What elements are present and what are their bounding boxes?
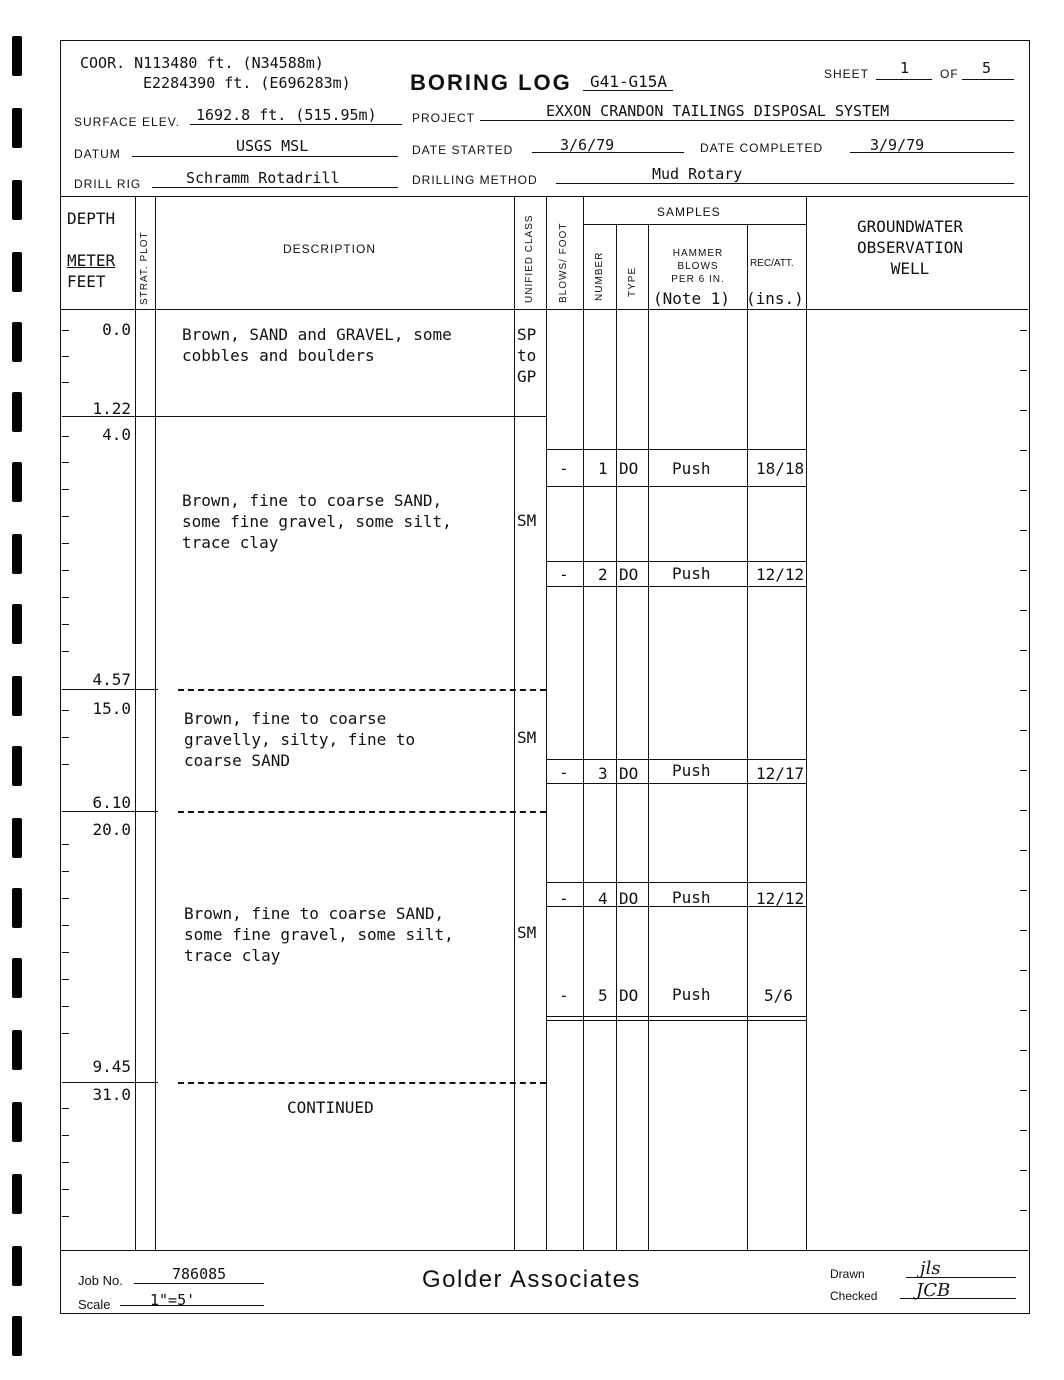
description-header: DESCRIPTION xyxy=(283,242,377,256)
strat-plot-header: STRAT. PLOT xyxy=(139,231,150,305)
depth-3-meter: 6.10 xyxy=(92,793,131,812)
sample-1-rec: 18/18 xyxy=(756,459,805,478)
surface-elevation: 1692.8 ft. (515.95m) xyxy=(196,106,377,124)
depth-2-feet: 15.0 xyxy=(92,699,131,718)
sample-3-type: DO xyxy=(619,764,639,783)
sample-2-hammer: Push xyxy=(672,564,711,583)
drilling-method: Mud Rotary xyxy=(652,165,743,183)
feet-header: FEET xyxy=(67,272,106,291)
depth-0-feet: 0.0 xyxy=(102,320,131,339)
sample-4-blows: - xyxy=(559,889,569,908)
scale-label: Scale xyxy=(78,1297,111,1312)
stratum-1-class: SP to GP xyxy=(517,325,537,386)
sheet-total: 5 xyxy=(982,59,992,77)
drawn-label: Drawn xyxy=(830,1267,865,1281)
job-number-label: Job No. xyxy=(78,1273,123,1288)
sample-1-type: DO xyxy=(619,459,639,478)
sample-3-rec: 12/17 xyxy=(756,764,805,783)
stratum-1-description: Brown, SAND and GRAVEL, some cobbles and boulders xyxy=(182,325,452,365)
number-header: NUMBER xyxy=(594,251,605,301)
stratum-2-description: Brown, fine to coarse SAND, some fine gravel, some silt, trace clay xyxy=(182,491,452,552)
drilling-method-label: DRILLING METHOD xyxy=(412,173,538,187)
drill-rig: Schramm Rotadrill xyxy=(186,169,340,187)
stratum-4-class: SM xyxy=(517,923,537,942)
stratum-3-class: SM xyxy=(517,728,537,747)
stratum-3-description: Brown, fine to coarse gravelly, silty, fine to coarse SAND xyxy=(184,709,416,770)
depth-2-meter: 4.57 xyxy=(92,670,131,689)
project-label: PROJECT xyxy=(412,111,476,125)
depth-header: DEPTH xyxy=(67,209,116,228)
depth-4-meter: 9.45 xyxy=(92,1057,131,1076)
date-started-label: DATE STARTED xyxy=(412,143,514,157)
sample-2-type: DO xyxy=(619,565,639,584)
groundwater-header: GROUNDWATER OBSERVATION WELL xyxy=(857,217,963,278)
sample-3-blows: - xyxy=(559,763,569,782)
sample-5-blows: - xyxy=(559,986,569,1005)
sample-3-number: 3 xyxy=(598,764,608,783)
samples-header: SAMPLES xyxy=(657,205,721,219)
drawn-initials: jls xyxy=(920,1258,941,1279)
date-completed-label: DATE COMPLETED xyxy=(700,141,824,155)
job-number: 786085 xyxy=(172,1265,227,1283)
sample-2-blows: - xyxy=(559,565,569,584)
sheet-label: SHEET xyxy=(824,67,870,81)
sample-2-number: 2 xyxy=(598,565,608,584)
coordinates-north: COOR. N113480 ft. (N34588m) xyxy=(80,54,324,72)
sample-1-hammer: Push xyxy=(672,459,711,478)
blows-foot-header: BLOWS/ FOOT xyxy=(558,222,569,303)
surface-elev-label: SURFACE ELEV. xyxy=(74,115,180,129)
sample-1-blows: - xyxy=(559,459,569,478)
datum-label: DATUM xyxy=(74,147,121,161)
rec-att-header: REC/ATT. xyxy=(750,258,794,269)
sample-5-type: DO xyxy=(619,986,639,1005)
project-name: EXXON CRANDON TAILINGS DISPOSAL SYSTEM xyxy=(546,102,890,120)
sample-5-number: 5 xyxy=(598,986,608,1005)
stratum-4-description: Brown, fine to coarse SAND, some fine gravel, some silt, trace clay xyxy=(184,904,454,965)
ins-header: (ins.) xyxy=(746,289,804,308)
checked-initials: JCB xyxy=(916,1280,951,1301)
hammer-blows-header: HAMMER BLOWS PER 6 IN. xyxy=(671,248,725,285)
boring-id: G41-G15A xyxy=(590,72,668,91)
form-title: BORING LOG xyxy=(410,70,572,95)
sheet-number: 1 xyxy=(900,59,910,77)
stratum-2-class: SM xyxy=(517,511,537,530)
company-name: Golder Associates xyxy=(422,1266,641,1293)
sample-2-rec: 12/12 xyxy=(756,565,805,584)
sample-5-rec: 5/6 xyxy=(764,986,793,1005)
continued-note: CONTINUED xyxy=(287,1098,374,1117)
sample-3-hammer: Push xyxy=(672,761,711,780)
depth-1-meter: 1.22 xyxy=(92,399,131,418)
note-header: (Note 1) xyxy=(653,289,731,308)
sample-1-number: 1 xyxy=(598,459,608,478)
date-started: 3/6/79 xyxy=(560,136,615,154)
sample-5-hammer: Push xyxy=(672,985,711,1004)
depth-3-feet: 20.0 xyxy=(92,820,131,839)
sample-4-hammer: Push xyxy=(672,888,711,907)
datum-value: USGS MSL xyxy=(236,137,309,155)
date-completed: 3/9/79 xyxy=(870,136,925,154)
depth-4-feet: 31.0 xyxy=(92,1085,131,1104)
meter-header: METER xyxy=(67,251,116,270)
depth-1-feet: 4.0 xyxy=(102,425,131,444)
of-label: OF xyxy=(940,67,959,81)
unified-class-header: UNIFIED CLASS xyxy=(524,214,535,303)
sample-4-number: 4 xyxy=(598,889,608,908)
checked-label: Checked xyxy=(830,1289,878,1303)
scale-value: 1"=5' xyxy=(150,1291,196,1309)
type-header: TYPE xyxy=(627,266,638,297)
drill-rig-label: DRILL RIG xyxy=(74,177,142,191)
coordinates-east: E2284390 ft. (E696283m) xyxy=(143,74,351,92)
sample-4-rec: 12/12 xyxy=(756,889,805,908)
sample-4-type: DO xyxy=(619,889,639,908)
